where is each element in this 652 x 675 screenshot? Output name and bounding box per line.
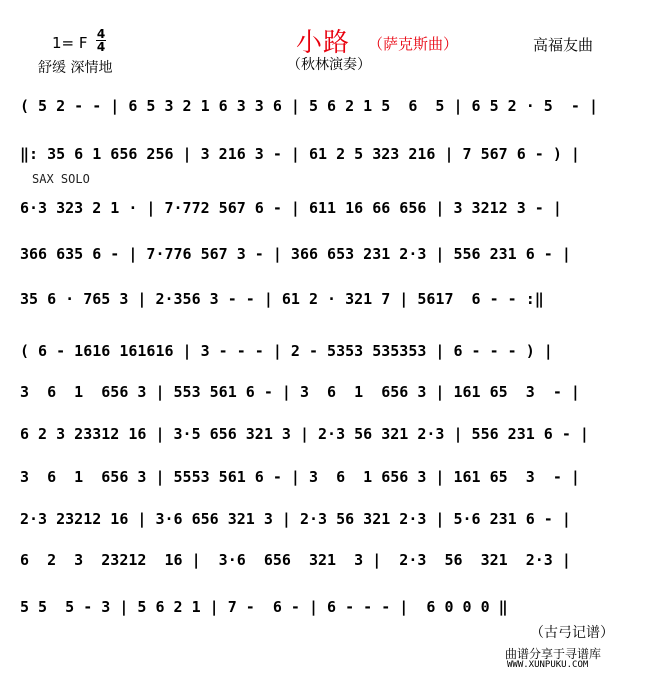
score-line: ‖: 35 6 1 656 256 | 3 216 3 - | 61 2 5 323 216 | 7 567 6 - ) | <box>20 145 580 163</box>
watermark-cn: 曲谱分享于寻谱库 <box>505 647 602 661</box>
watermark-url: WWW.XUNPUKU.COM <box>507 660 589 670</box>
score-line: 3 6 1 656 3 | 5553 561 6 - | 3 6 1 656 3 | 161 65 3 - | <box>20 468 580 486</box>
key-signature: 1= F <box>52 34 88 52</box>
tempo-marking: 舒缓 深情地 <box>38 60 113 76</box>
score-line: ( 6 - 1616 161616 | 3 - - - | 2 - 5353 535353 | 6 - - - ) | <box>20 342 553 360</box>
transcriber-credit: （古弓记谱） <box>530 625 614 641</box>
performer: （秋林演奏） <box>287 57 371 73</box>
meter-bottom: 4 <box>96 40 106 54</box>
meter-top: 4 <box>96 27 106 41</box>
page-title: 小路 <box>296 28 351 58</box>
score-line: 3 6 1 656 3 | 553 561 6 - | 3 6 1 656 3 | 161 65 3 - | <box>20 383 580 401</box>
score-line: 6 2 3 23312 16 | 3·5 656 321 3 | 2·3 56 321 2·3 | 556 231 6 - | <box>20 425 589 443</box>
score-line: 6·3 323 2 1 · | 7·772 567 6 - | 611 16 66 656 | 3 3212 3 - | <box>20 199 562 217</box>
score-line: 5 5 5 - 3 | 5 6 2 1 | 7 - 6 - | 6 - - - | 6 0 0 0 ‖ <box>20 598 508 616</box>
time-signature <box>96 28 106 53</box>
score-line: 366 635 6 - | 7·776 567 3 - | 366 653 231 2·3 | 556 231 6 - | <box>20 245 571 263</box>
score-line: 35 6 · 765 3 | 2·356 3 - - | 61 2 · 321 7 | 5617 6 - - :‖ <box>20 290 544 308</box>
composer: 高福友曲 <box>533 36 594 54</box>
score-line: 6 2 3 23212 16 | 3·6 656 321 3 | 2·3 56 321 2·3 | <box>20 551 571 569</box>
solo-label: SAX SOLO <box>32 172 90 186</box>
score-line: 2·3 23212 16 | 3·6 656 321 3 | 2·3 56 321 2·3 | 5·6 231 6 - | <box>20 510 571 528</box>
score-line: ( 5 2 - - | 6 5 3 2 1 6 3 3 6 | 5 6 2 1 5 6 5 | 6 5 2 · 5 - | <box>20 97 598 115</box>
subtitle: （萨克斯曲） <box>368 35 459 53</box>
